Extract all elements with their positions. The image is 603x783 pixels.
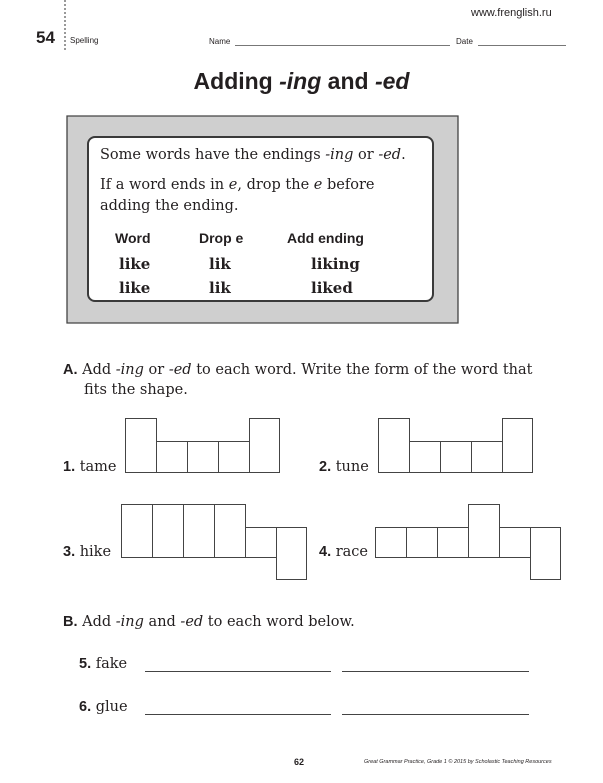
letter-box[interactable] (440, 441, 472, 473)
part-a-instructions-line-2: fits the shape. (84, 382, 188, 398)
page-number: 54 (36, 28, 55, 47)
rule-line-1: Some words have the endings -ing or -ed. (100, 147, 406, 163)
letter-box[interactable] (502, 418, 533, 473)
letter-box[interactable] (183, 504, 215, 558)
item-3-word: 3. hike (63, 544, 112, 560)
letter-box[interactable] (214, 504, 246, 558)
table-header-word: Word (115, 230, 151, 246)
letter-box[interactable] (276, 527, 307, 580)
item-1-word: 1. tame (63, 459, 117, 475)
item-4-word: 4. race (319, 544, 368, 560)
item-2-word: 2. tune (319, 459, 369, 475)
answer-line[interactable] (342, 671, 529, 672)
answer-line[interactable] (342, 714, 529, 715)
letter-box[interactable] (218, 441, 250, 473)
letter-box[interactable] (468, 504, 500, 558)
letter-box[interactable] (409, 441, 441, 473)
rule-line-3: adding the ending. (100, 198, 239, 214)
date-field-line[interactable] (478, 45, 566, 46)
letter-box[interactable] (125, 418, 157, 473)
letter-box[interactable] (471, 441, 503, 473)
item-6-word: 6. glue (79, 699, 128, 715)
letter-box[interactable] (187, 441, 219, 473)
letter-box[interactable] (499, 527, 531, 558)
name-label: Name (209, 37, 231, 46)
part-a-instructions: A. Add -ing or -ed to each word. Write the form of the word that (63, 362, 533, 378)
page-title: Adding -ing and -ed (193, 68, 410, 94)
table-cell: lik (209, 255, 231, 273)
table-cell: like (119, 279, 151, 297)
letter-box[interactable] (249, 418, 280, 473)
section-label: Spelling (70, 36, 99, 45)
letter-box[interactable] (375, 527, 407, 558)
part-b-instructions: B. Add -ing and -ed to each word below. (63, 614, 355, 630)
footer-credit: Great Grammar Practice, Grade 1 © 2015 by Scholastic Teaching Resources (364, 759, 552, 765)
letter-box[interactable] (152, 504, 184, 558)
table-cell: liking (311, 255, 360, 273)
letter-box[interactable] (437, 527, 469, 558)
item-5-word: 5. fake (79, 656, 128, 672)
letter-box[interactable] (378, 418, 410, 473)
letter-box[interactable] (121, 504, 153, 558)
name-field-line[interactable] (235, 45, 450, 46)
letter-box[interactable] (245, 527, 277, 558)
answer-line[interactable] (145, 671, 331, 672)
letter-box[interactable] (156, 441, 188, 473)
table-header-add-ending: Add ending (287, 230, 364, 246)
table-cell: like (119, 255, 151, 273)
letter-box[interactable] (406, 527, 438, 558)
header-divider (64, 0, 66, 50)
footer-page-number: 62 (294, 757, 305, 767)
table-cell: liked (311, 279, 353, 297)
letter-box[interactable] (530, 527, 561, 580)
answer-line[interactable] (145, 714, 331, 715)
table-header-drop-e: Drop e (199, 230, 244, 246)
rule-line-2: If a word ends in e, drop the e before (100, 177, 375, 193)
date-label: Date (456, 37, 473, 46)
table-cell: lik (209, 279, 231, 297)
site-url: www.frenglish.ru (471, 7, 552, 19)
